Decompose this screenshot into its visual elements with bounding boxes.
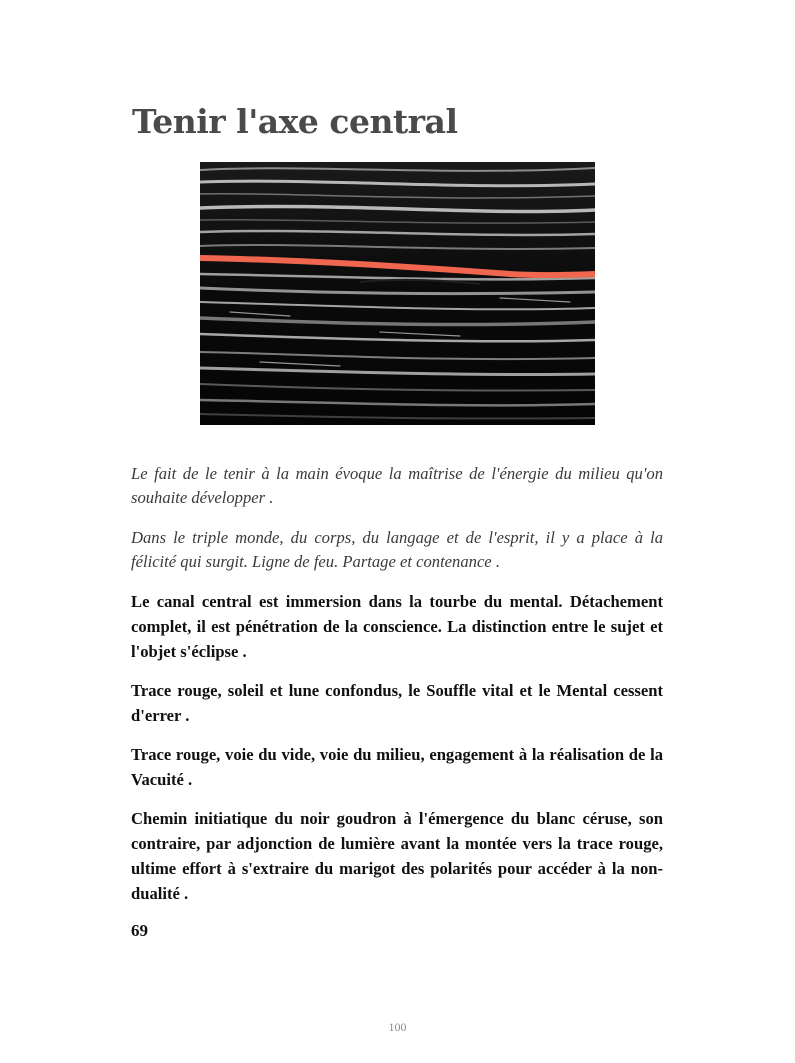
bold-paragraph-3 — [131, 742, 663, 792]
paragraph-text: Chemin initiatique du noir goudron à l'émergence du blanc céruse, son contraire, par adjonction de lumière avant la montée vers la trace rouge, ultime effort à s'extraire du marigot des polarités pour accéder à la non-dualité . — [131, 809, 663, 903]
italic-paragraph-1 — [131, 462, 663, 510]
bold-paragraph-2 — [131, 678, 663, 728]
italic-paragraph-2 — [131, 526, 663, 574]
paragraph-text: Trace rouge, voie du vide, voie du milieu, engagement à la réalisation de la Vacuité . — [131, 745, 663, 789]
page-number-label: 69 — [131, 921, 148, 940]
bold-paragraph-1 — [131, 589, 663, 664]
paragraph-text: Dans le triple monde, du corps, du langage et de l'esprit, il y a place à la félicité qui surgit. Ligne de feu. Partage et contenance . — [131, 528, 663, 571]
folio-number: 100 — [388, 1020, 407, 1034]
page-title: Tenir l'axe central — [132, 102, 458, 141]
photo-black-tar-red-line — [200, 162, 595, 425]
paragraph-text: Trace rouge, soleil et lune confondus, le Souffle vital et le Mental cessent d'errer . — [131, 681, 663, 725]
paragraph-text: Le fait de le tenir à la main évoque la maîtrise de l'énergie du milieu qu'on souhaite développer . — [131, 464, 663, 507]
paragraph-text: Le canal central est immersion dans la tourbe du mental. Détachement complet, il est pénétration de la conscience. La distinction entre le sujet et l'objet s'éclipse . — [131, 592, 663, 661]
bold-paragraph-4 — [131, 806, 663, 906]
